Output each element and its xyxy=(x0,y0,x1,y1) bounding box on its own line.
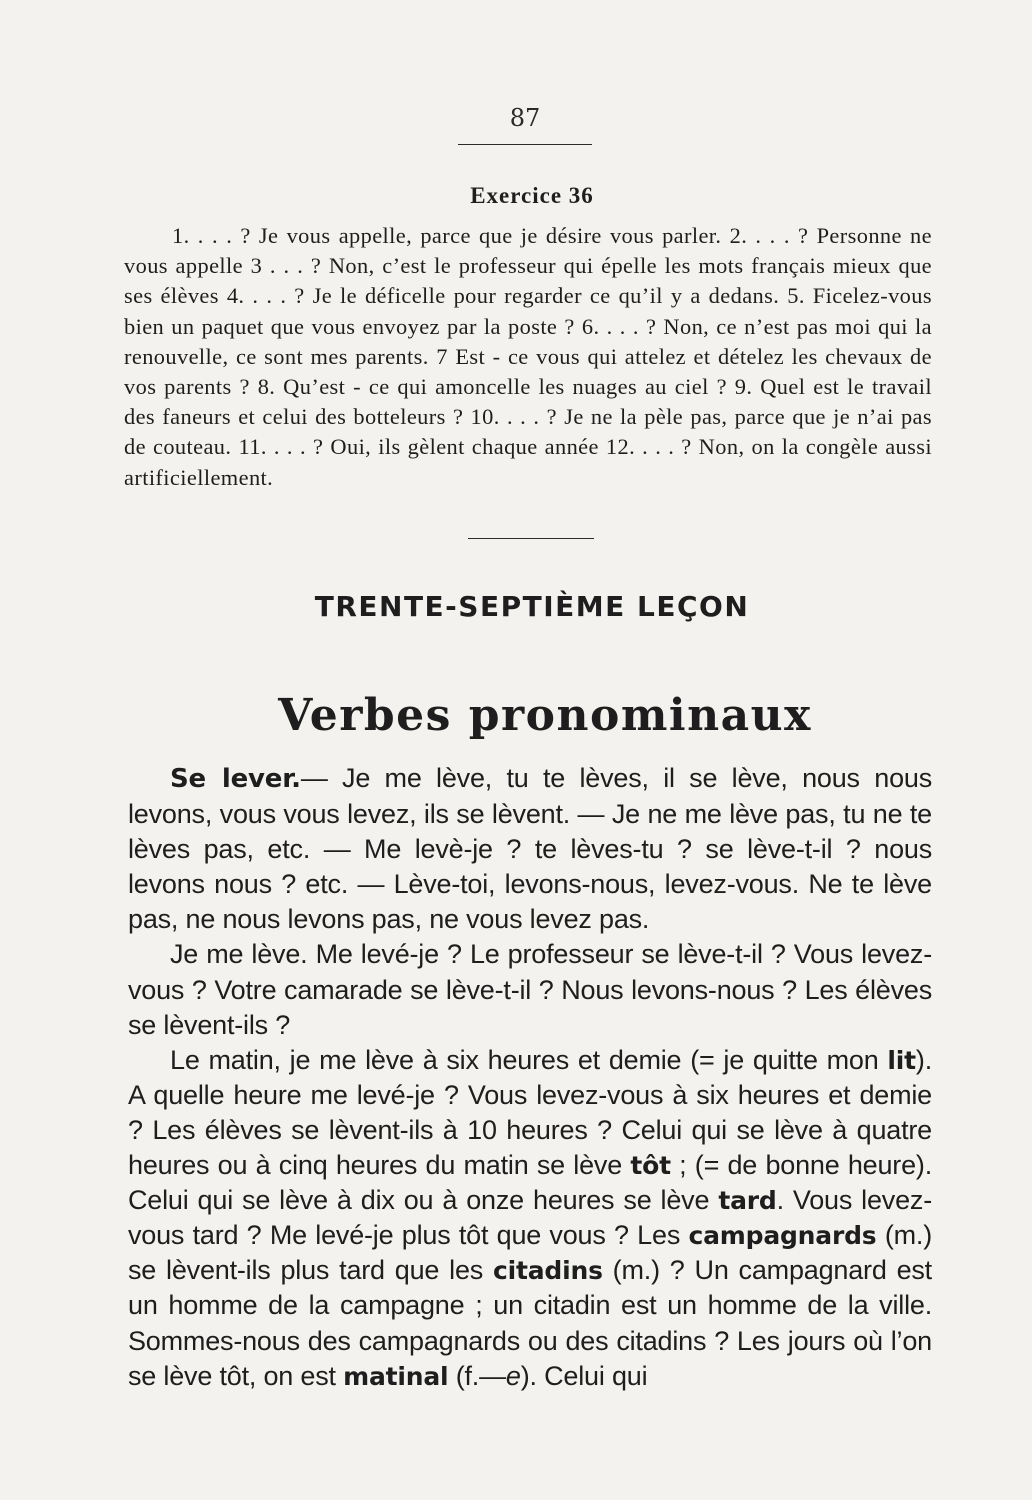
exercise-text: 1. . . . ? Je vous appelle, parce que je désire vous parler. 2. . . . ? Personne ne vous appelle 3 . . . ? Non, c’est le professeur qui épelle les mots français mieux que ses élèves 4. . . . ? Je le déficelle pour regarder ce qu’il y a dedans. 5. Ficelez-vous bien un paquet que vous envoyez par la poste ? 6. . . . ? Non, ce n’est pas moi qui la renouvelle, ce sont mes parents. 7 Est - ce vous qui attelez et dételez les chevaux de vos parents ? 8. Qu’est - ce qui amoncelle les nuages au ciel ? 9. Quel est le travail des faneurs et celui des botteleurs ? 10. . . . ? Je ne la pèle pas, parce que je n’ai pas de couteau. 11. . . . ? Oui, ils gèlent chaque année 12. . . . ? Non, on la congèle aussi artificiellement. xyxy=(124,223,932,490)
paragraph-questions: Je me lève. Me levé-je ? Le professeur se lève-t-il ? Vous levez-vous ? Votre camarade se lève-t-il ? Nous levons-nous ? Les élèves se lèvent-ils ? xyxy=(128,939,932,1040)
conjugation-text: — Je me lève, tu te lèves, il se lève, nous nous levons, vous vous levez, ils se lèvent. — Je ne me lève pas, tu ne te lèves pas, etc. — Me levè-je ? te lèves-tu ? se lève-t-il ? nous levons nous ? etc. — Lève-toi, levons-nous, levez-vous. Ne te lève pas, ne nous levons pas, ne vous levez pas. xyxy=(128,763,932,935)
term-matinal: matinal xyxy=(343,1361,449,1391)
exercise-title: Exercice 36 xyxy=(470,183,594,208)
text-segment: ). Celui qui xyxy=(520,1360,648,1391)
text-segment: . Vous levez-vous tard ? Me levé-je plus tôt que vous ? Les xyxy=(128,1185,932,1251)
section-title: Verbes pronominaux xyxy=(278,690,812,741)
feminine-ending: e xyxy=(505,1360,521,1391)
paragraph-vocabulary xyxy=(128,1043,932,1394)
text-segment: Le matin, je me lève à six heures et demie (= je quitte mon xyxy=(170,1044,888,1075)
term-tard: tard xyxy=(718,1186,777,1216)
section-divider xyxy=(468,538,594,539)
text-segment: (m.) se lèvent-ils plus tard que les xyxy=(128,1220,932,1286)
page-number: 87 xyxy=(509,104,541,132)
term-lit: lit xyxy=(887,1045,916,1075)
text-segment: ; (= de bonne heure). Celui qui se lève à dix ou à onze heures se lève xyxy=(128,1150,933,1216)
text-segment: (m.) ? Un campagnard est un homme de la campagne ; un citadin est un homme de la ville. Sommes-nous des campagnards ou des citadins ? Les jours où l’on se lève tôt, on est xyxy=(128,1255,932,1391)
lesson-title: TRENTE-SEPTIÈME LEÇON xyxy=(314,590,750,623)
text-segment: (f.— xyxy=(448,1360,506,1391)
text-segment: ). A quelle heure me levé-je ? Vous levez-vous à six heures et demie ? Les élèves se lèvent-ils à 10 heures ? Celui qui se lève à quatre heures ou à cinq heures du matin se lève xyxy=(128,1044,932,1181)
term-se-lever: Se lever. xyxy=(170,764,301,794)
paragraph-se-lever xyxy=(128,761,932,937)
top-divider xyxy=(458,144,592,145)
lesson-body xyxy=(128,761,932,1394)
term-campagnards: campagnards xyxy=(688,1221,877,1251)
term-tot: tôt xyxy=(630,1151,671,1181)
term-citadins: citadins xyxy=(493,1256,603,1286)
